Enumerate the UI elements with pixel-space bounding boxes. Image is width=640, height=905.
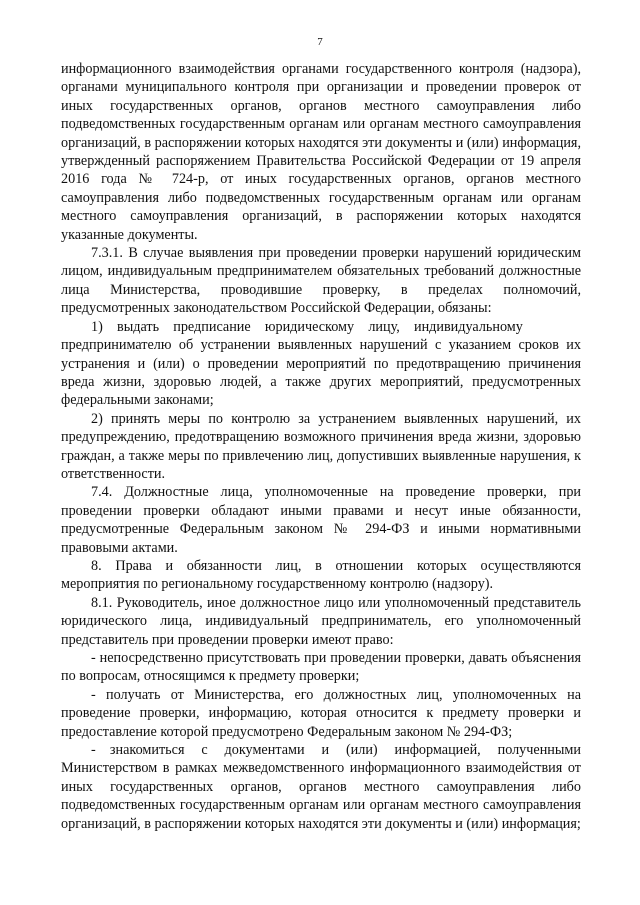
paragraph-8: 8. Права и обязанности лиц, в отношении которых осуществляются мероприятия по региональному государственному контролю (надзору). [61, 557, 581, 593]
paragraph-item-1: 1) выдать предписание юридическому лицу, индивидуальному предпринимателю об устранении выявленных нарушений с указанием сроков их устранения и (или) о проведении мероприятий по предотвращению причинения вреда жизни, здоровью людей, а также других мероприятий, предусмотренных федеральными законами; [61, 318, 581, 409]
paragraph-right-documents: - знакомиться с документами и (или) информацией, полученными Министерством в рамках межведомственного информационного взаимодействия от иных государственных органов, органов местного самоуправления либо подведомственных государственным органам или органам местного самоуправления организаций, в распоряжении которых находятся эти документы и (или) информация; [61, 742, 581, 832]
paragraph-right-information: - получать от Министерства, его должностных лиц, уполномоченных на проведение проверки, информацию, которая относится к предмету проверки и предоставление которой предусмотрено Федеральным законом № 294-ФЗ; [61, 686, 581, 740]
paragraph-continuation: информационного взаимодействия органами государственного контроля (надзора), органами муниципального контроля при организации и проведении проверок от иных государственных органов, органов местного самоуправления либо подведомственных государственным органам или органам местного самоуправления организаций, в распоряжении которых находятся эти документы и (или) информация, утвержденный распоряжением Правительства Российской Федерации от 19 апреля 2016 года № 724-р, от иных государственных органов, органов местного самоуправления либо подведомственных государственным органам или органам местного самоуправления организаций, в распоряжении которых находятся указанные документы. [61, 61, 581, 243]
paragraph-item-2: 2) принять меры по контролю за устранением выявленных нарушений, их предупреждению, предотвращению возможного причинения вреда жизни, здоровью граждан, а также меры по привлечению лиц, допустивших выявленные нарушения, к ответственности. [61, 410, 581, 482]
paragraph-7-3-1: 7.3.1. В случае выявления при проведении проверки нарушений юридическим лицом, индивидуальным предпринимателем обязательных требований должностные лица Министерства, проводившие проверку, в пределах полномочий, предусмотренных законодательством Российской Федерации, обязаны: [61, 245, 581, 317]
body-text [61, 60, 581, 833]
page-number: 7 [317, 36, 323, 48]
paragraph-8-1: 8.1. Руководитель, иное должностное лицо или уполномоченный представитель юридического лица, индивидуальный предприниматель, его уполномоченный представитель при проведении проверки имеют право: [61, 594, 581, 648]
paragraph-right-presence: - непосредственно присутствовать при проведении проверки, давать объяснения по вопросам, относящимся к предмету проверки; [61, 650, 581, 685]
paragraph-7-4: 7.4. Должностные лица, уполномоченные на проведение проверки, при проведении проверки обладают иными правами и несут иные обязанности, предусмотренные Федеральным законом № 294-ФЗ и иными нормативными правовыми актами. [61, 484, 581, 556]
